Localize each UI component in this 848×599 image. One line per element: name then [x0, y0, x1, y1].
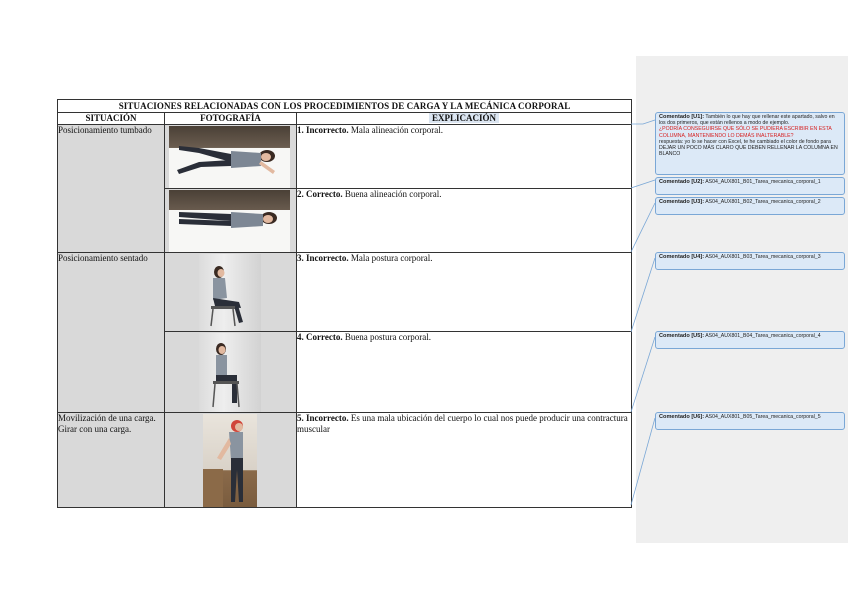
photo-cell-2[interactable] — [165, 189, 297, 253]
photo-lifting-incorrect — [203, 414, 257, 507]
explicacion-cell-1[interactable] — [297, 125, 632, 189]
photo-sitting-correct — [199, 333, 261, 412]
comment-u2[interactable] — [655, 177, 845, 195]
comment-u5[interactable] — [655, 331, 845, 349]
comment-u1-text: También lo que hay que rellenar este apartado, salvo en los dos primeros, que están rellenos a modo de ejemplo. — [659, 114, 835, 127]
header-explicacion-label: EXPLICACIÓN — [429, 113, 499, 123]
comment-u1-author: Comentado [U1]: — [659, 114, 705, 120]
row-5-text: Es una mala ubicación del cuerpo lo cual nos puede producir una contractura muscular — [297, 413, 628, 434]
photo-cell-3[interactable] — [165, 253, 297, 332]
photo-cell-1[interactable] — [165, 125, 297, 189]
row-4-verdict: 4. Correcto. — [297, 332, 343, 342]
situacion-cell-tumbado: Posicionamiento tumbado — [58, 125, 165, 253]
table-title: SITUACIONES RELACIONADAS CON LOS PROCEDIMIENTOS DE CARGA Y LA MECÁNICA CORPORAL — [58, 100, 632, 113]
situacion-cell-sentado: Posicionamiento sentado — [58, 253, 165, 413]
comment-u4-text: AS04_AUX801_B03_Tarea_mecanica_corporal_3 — [705, 254, 821, 260]
comment-u3-text: AS04_AUX801_B02_Tarea_mecanica_corporal_2 — [705, 199, 821, 205]
header-situacion: SITUACIÓN — [58, 113, 165, 125]
row-3-verdict: 3. Incorrecto. — [297, 253, 349, 263]
comment-u5-author: Comentado [U5]: — [659, 333, 705, 339]
comment-u4[interactable] — [655, 252, 845, 270]
row-4-text: Buena postura corporal. — [342, 332, 432, 342]
row-5-verdict: 5. Incorrecto. — [297, 413, 349, 423]
photo-lying-incorrect — [169, 126, 290, 188]
row-1-text: Mala alineación corporal. — [348, 125, 444, 135]
photo-cell-5[interactable] — [165, 413, 297, 508]
comment-u3[interactable] — [655, 197, 845, 215]
comment-u6-author: Comentado [U6]: — [659, 414, 705, 420]
comment-u6-text: AS04_AUX801_B05_Tarea_mecanica_corporal_5 — [705, 414, 821, 420]
comment-u6[interactable] — [655, 412, 845, 430]
photo-cell-4[interactable] — [165, 332, 297, 413]
comment-u4-author: Comentado [U4]: — [659, 254, 705, 260]
comment-u5-text: AS04_AUX801_B04_Tarea_mecanica_corporal_4 — [705, 333, 821, 339]
mechanics-table — [57, 99, 632, 508]
comment-u1[interactable] — [655, 112, 845, 175]
row-3-text: Mala postura corporal. — [348, 253, 433, 263]
explicacion-cell-3[interactable] — [297, 253, 632, 332]
row-2-text: Buena alineación corporal. — [342, 189, 442, 199]
photo-sitting-incorrect — [199, 254, 261, 331]
explicacion-cell-5[interactable] — [297, 413, 632, 508]
header-fotografia: FOTOGRAFÍA — [165, 113, 297, 125]
comment-u2-author: Comentado [U2]: — [659, 179, 705, 185]
explicacion-cell-2[interactable] — [297, 189, 632, 253]
situacion-cell-movilizacion: Movilización de una carga. Girar con una carga. — [58, 413, 165, 508]
explicacion-cell-4[interactable] — [297, 332, 632, 413]
row-1-verdict: 1. Incorrecto. — [297, 125, 349, 135]
comment-u1-question: ¿PODRÍA CONSEGUIRSE QUE SÓLO SE PUDIERA ESCRIBIR EN ESTA COLUMNA, MANTENIENDO LO DEMÁS INALTERABLE? — [659, 126, 832, 139]
row-2-verdict: 2. Correcto. — [297, 189, 343, 199]
photo-lying-correct — [169, 190, 290, 252]
header-explicacion — [297, 113, 632, 125]
comment-u3-author: Comentado [U3]: — [659, 199, 705, 205]
comment-u1-reply: respuesta: yo lo se hacer con Excel, te he cambiado el color de fondo para DEJAR UN POCO MÁS CLARO QUE DEBEN RELLENAR LA COLUMNA EN BLANCO — [659, 138, 838, 158]
comment-u2-text: AS04_AUX801_B01_Tarea_mecanica_corporal_1 — [705, 179, 821, 185]
